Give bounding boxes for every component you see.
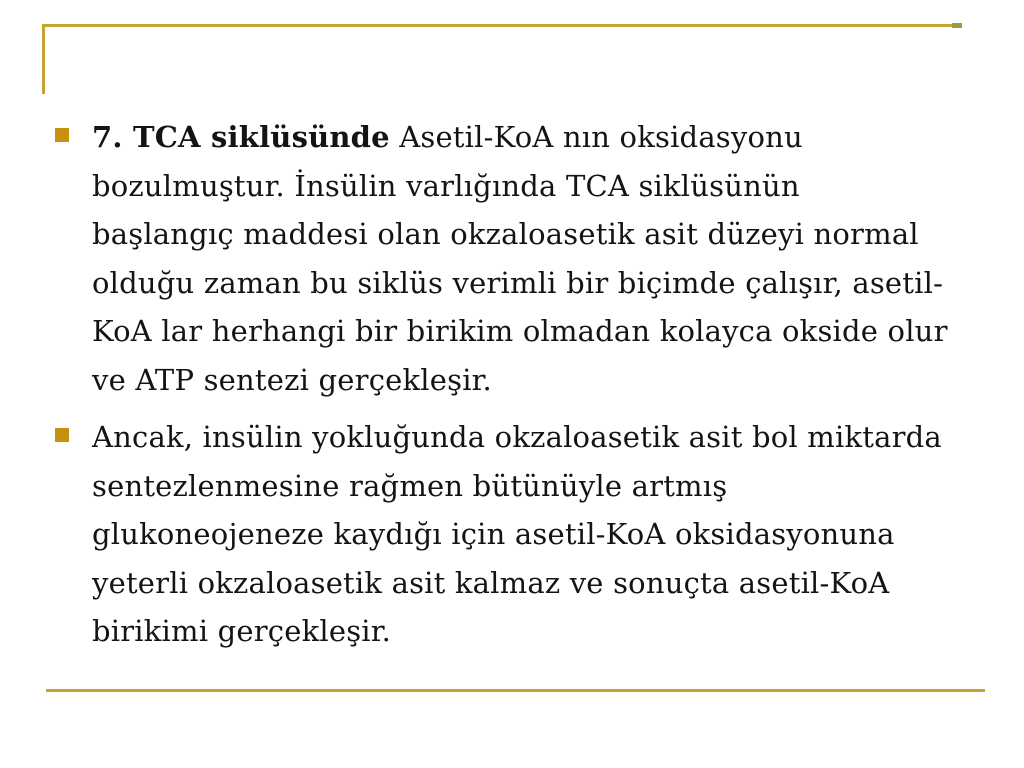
bullet-item-2: [55, 413, 997, 656]
top-accent-line: [42, 24, 957, 27]
text-line: bozulmuştur. İnsülin varlığında TCA siklüsünün: [92, 168, 800, 203]
text-line: glukoneojeneze kaydığı için asetil-KoA oksidasyonuna: [92, 517, 895, 552]
text-line: ve ATP sentezi gerçekleşir.: [92, 362, 492, 397]
bold-lead-text: 7. TCA siklüsünde: [92, 120, 390, 154]
text-line: olduğu zaman bu siklüs verimli bir biçimde çalışır, asetil-: [92, 265, 944, 300]
line-rest-text: Asetil-KoA nın oksidasyonu: [389, 120, 803, 154]
bottom-accent-line: [46, 689, 985, 692]
left-accent-line: [42, 24, 45, 94]
bullet-2-text: [92, 413, 997, 656]
text-line: sentezlenmesine rağmen bütünüyle artmış: [92, 468, 728, 503]
text-line: yeterli okzaloasetik asit kalmaz ve sonuçta asetil-KoA: [92, 565, 890, 600]
text-line: [92, 113, 997, 162]
text-line: Ancak, insülin yokluğunda okzaloasetik asit bol miktarda: [92, 420, 942, 454]
text-line: başlangıç maddesi olan okzaloasetik asit düzeyi normal: [92, 217, 919, 252]
text-line: birikimi gerçekleşir.: [92, 614, 392, 649]
bullet-square-icon: [55, 428, 69, 442]
text-line: KoA lar herhangi bir birikim olmadan kolayca okside olur: [92, 314, 948, 349]
bullet-square-icon: [55, 128, 69, 142]
bullet-1-text: [92, 113, 997, 405]
bullet-item-1: [55, 113, 997, 405]
top-accent-line-end-cap: [952, 23, 962, 28]
